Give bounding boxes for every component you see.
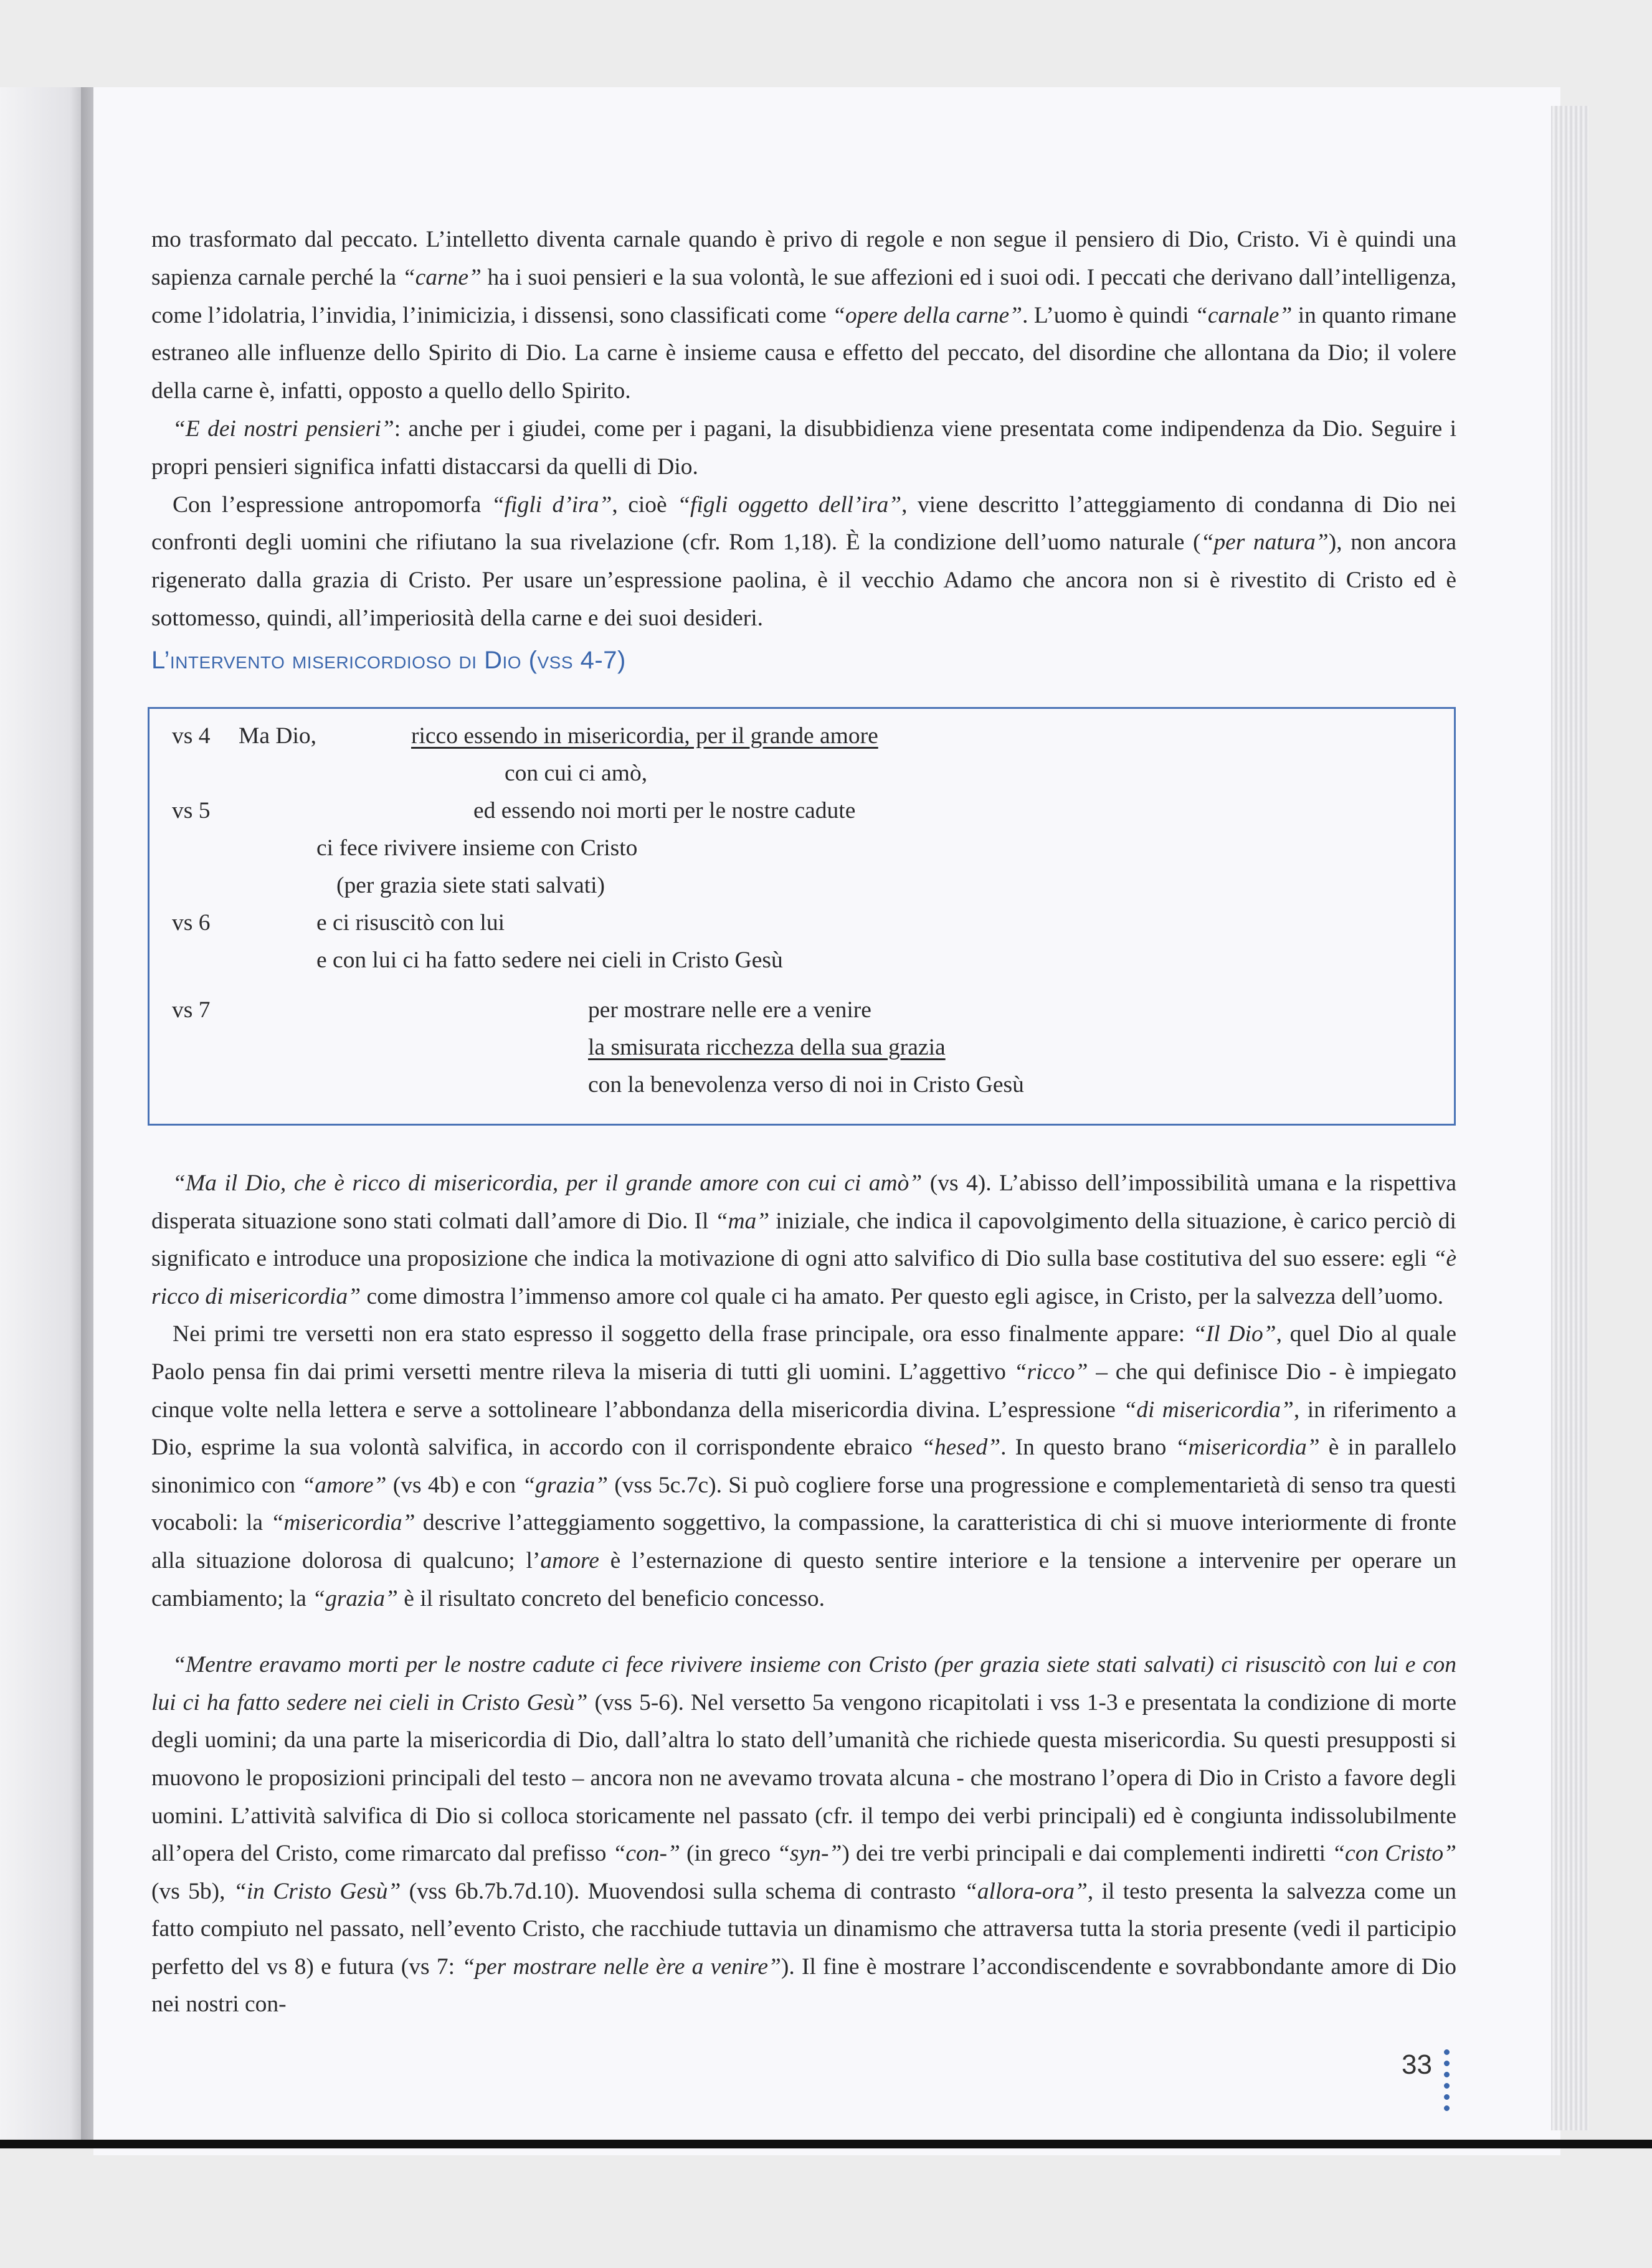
text-run: , in riferimento a Dio, esprime la sua volontà salvifica, in accordo con il corrispondente ebraico [151, 1397, 1456, 1461]
paragraph [151, 1165, 1456, 1316]
text-run: “hesed” [921, 1435, 1001, 1461]
text-run: (vss 5c.7c). Si può cogliere forse una progressione e complementarietà di senso tra questi vocaboli: la [151, 1472, 1456, 1536]
verse-text: per mostrare nelle ere a venire [588, 997, 871, 1023]
verse-text: con la benevolenza verso di noi in Cristo Gesù [588, 1072, 1024, 1098]
verse-text-underlined: la smisurata ricchezza della sua grazia [588, 1035, 946, 1060]
intro-text [151, 221, 1456, 638]
text-run: “misericordia” [270, 1510, 415, 1536]
text-run: “Ma il Dio, che è ricco di misericordia, per il grande amore con cui ci amò” [173, 1170, 923, 1196]
paragraph [151, 486, 1456, 638]
text-run: Con l’espressione antropomorfa [173, 491, 491, 518]
text-run: descrive l’atteggiamento soggettivo, la compassione, la caratteristica di chi si muove interiormente di fronte alla situazione dolorosa di qualcuno; l’ [151, 1510, 1457, 1573]
text-run: “di misericordia” [1123, 1397, 1294, 1423]
text-run: (vs 4b) e con [386, 1472, 523, 1498]
text-run: (vs 4). L’abisso dell’impossibilità umana e la rispettiva disperata situazione sono stati colmati dall’amore di Dio. Il [151, 1170, 1457, 1234]
paragraph [151, 1316, 1456, 1618]
text-run: “per mostrare nelle ère a venire” [462, 1953, 781, 1980]
text-run: “opere della carne” [832, 302, 1023, 328]
dot [1444, 2094, 1450, 2100]
text-run: amore [540, 1547, 599, 1573]
text-run: ha i suoi pensieri e la sua volontà, le sue affezioni ed i suoi odi. I peccati che derivano dall’intelligenza, come l’idolatria, l’invidia, l’inimicizia, i dissensi, sono classificati come [151, 264, 1456, 328]
text-run: “grazia” [312, 1585, 398, 1611]
text-run: . L’uomo è quindi [1022, 302, 1195, 328]
dot [1444, 2049, 1450, 2055]
text-run: “è ricco di misericordia” [151, 1246, 1456, 1309]
body-text [151, 1165, 1456, 2024]
dot [1444, 2083, 1450, 2089]
text-run: , cioè [612, 491, 678, 518]
verse-text: ed essendo noi morti per le nostre cadute [473, 798, 856, 823]
page-number: 33 [1402, 2049, 1432, 2080]
text-run: “con Cristo” [1332, 1841, 1456, 1867]
paragraph [151, 1646, 1456, 2024]
verse-text: Ma Dio, [239, 723, 316, 749]
verse-label: vs 7 [172, 997, 211, 1023]
dot [1444, 2105, 1450, 2111]
verse-label: vs 6 [172, 910, 211, 936]
text-run: “syn-” [777, 1841, 842, 1867]
text-run: (vss 6b.7b.7d.10). Muovendosi sulla schema di contrasto [401, 1878, 964, 1904]
text-run: “in Cristo Gesù” [233, 1878, 401, 1904]
paragraph [151, 410, 1456, 486]
text-run: “Il Dio” [1192, 1321, 1276, 1347]
verse-text: (per grazia siete stati salvati) [336, 873, 605, 898]
text-run: “figli oggetto dell’ira” [677, 491, 902, 518]
verse-label: vs 5 [172, 798, 211, 823]
text-run: . In questo brano [1000, 1435, 1175, 1461]
text-run: : anche per i giudei, come per i pagani, la disubbidienza viene presentata come indipendenza da Dio. Seguire i propri pensieri significa infatti distaccarsi da quelli di Dio. [151, 415, 1456, 480]
text-run: iniziale, che indica il capovolgimento della situazione, è carico perciò di significato e introduce una proposizione che indica la motivazione di ogni atto salvifico di Dio sulla base costitutiva del suo essere: egli [151, 1208, 1456, 1272]
verse-label: vs 4 [172, 723, 211, 749]
text-run: – che qui definisce Dio - è impiegato cinque volte nella lettera e serve a sottolineare l’abbondanza della misericordia divina. L’espressione [151, 1359, 1456, 1423]
dot [1444, 2061, 1450, 2066]
text-run: (in greco [680, 1841, 777, 1867]
text-run: , il testo presenta la salvezza come un fatto compiuto nel passato, nell’evento Cristo, che racchiude tuttavia un dinamismo che attraversa tutta la storia presente (vedi il participio perfetto del vs 8) e futura (vs 7: [151, 1878, 1456, 1980]
text-run: in quanto rimane estraneo alle influenze dello Spirito di Dio. La carne è insieme causa e effetto del peccato, del disordine che allontana da Dio; il volere della carne è, infatti, opposto a quello dello Spirito. [151, 302, 1456, 404]
text-run: “per natura” [1200, 529, 1329, 556]
page-dots-ornament [1444, 2049, 1453, 2117]
verse-text-underlined: ricco essendo in misericordia, per il grande amore [411, 723, 878, 749]
dot [1444, 2072, 1450, 2077]
bottom-shadow [0, 2140, 1652, 2148]
text-run: è il risultato concreto del beneficio concesso. [397, 1585, 825, 1611]
section-heading: L’intervento misericordioso di Dio (vss 4-7) [151, 647, 626, 674]
text-run: “ma” [714, 1208, 770, 1234]
text-run: “carne” [402, 264, 482, 290]
left-page-edge [0, 87, 87, 2143]
text-run: “carnale” [1195, 302, 1293, 328]
text-run: , viene descritto l’atteggiamento di condanna di Dio nei confronti degli uomini che rifiutano la sua rivelazione (cfr. Rom 1,18). È la condizione dell’uomo naturale ( [151, 491, 1456, 556]
text-run: è in parallelo sinonimico con [151, 1435, 1456, 1498]
text-run: “grazia” [522, 1472, 608, 1498]
text-run: “figli d’ira” [491, 491, 612, 518]
page-stack-edge [1551, 106, 1588, 2130]
text-run: ), non ancora rigenerato dalla grazia di Cristo. Per usare un’espressione paolina, è il vecchio Adamo che ancora non si è rivestito di Cristo ed è sottomesso, quindi, all’imperiosità della carne e dei suoi desideri. [151, 529, 1456, 631]
text-run: come dimostra l’immenso amore col quale ci ha amato. Per questo egli agisce, in Cristo, per la salvezza dell’uomo. [361, 1283, 1444, 1309]
verse-text: e ci risuscitò con lui [316, 910, 505, 936]
text-run: (vss 5-6). Nel versetto 5a vengono ricapitolati i vss 1-3 e presentata la condizione di morte degli uomini; da una parte la misericordia di Dio, dall’altra lo stato dell’umanità che richiede questa misericordia. Su questi presupposti si muovono le proposizioni principali del testo – ancora non ne avevamo trovata alcuna - che mostrano l’opera di Dio in Cristo a favore degli uomini. L’attività salvifica di Dio si colloca storicamente nel passato (cfr. il tempo dei verbi principali) ed è congiunta indissolubilmente all’opera del Cristo, come rimarcato dal prefisso [151, 1689, 1456, 1867]
text-run: , quel Dio al quale Paolo pensa fin dai primi versetti mentre rileva la miseria di tutti gli uomini. L’aggettivo [151, 1321, 1456, 1385]
text-run: è l’esternazione di questo sentire interiore e la tensione a intervenire per operare un cambiamento; la [151, 1547, 1456, 1611]
text-run: Nei primi tre versetti non era stato espresso il soggetto della frase principale, ora esso finalmente appare: [173, 1321, 1193, 1347]
text-run: (vs 5b), [151, 1878, 234, 1904]
paragraph [151, 221, 1456, 410]
text-run: “allora-ora” [964, 1878, 1088, 1904]
text-run: “ricco” [1014, 1359, 1088, 1385]
verse-box [148, 707, 1456, 1126]
text-run: “con-” [612, 1841, 680, 1867]
text-run: “amore” [301, 1472, 387, 1498]
text-run: mo trasformato dal peccato. L’intelletto diventa carnale quando è privo di regole e non segue il pensiero di Dio, Cristo. Vi è quindi una sapienza carnale perché la [151, 227, 1456, 290]
text-run: ) dei tre verbi principali e dai complementi indiretti [842, 1841, 1332, 1867]
verse-text: e con lui ci ha fatto sedere nei cieli in Cristo Gesù [316, 947, 783, 973]
text-run: “E dei nostri pensieri” [173, 415, 394, 442]
text-run: ). Il fine è mostrare l’accondiscendente e sovrabbondante amore di Dio nei nostri con- [151, 1953, 1457, 2018]
text-run: “misericordia” [1175, 1435, 1320, 1461]
verse-text: ci fece rivivere insieme con Cristo [316, 835, 638, 861]
text-run: “Mentre eravamo morti per le nostre cadute ci fece rivivere insieme con Cristo (per grazia siete stati salvati) ci risuscitò con lui e con lui ci ha fatto sedere nei cieli in Cristo Gesù” [151, 1652, 1456, 1715]
verse-text: con cui ci amò, [505, 761, 648, 786]
